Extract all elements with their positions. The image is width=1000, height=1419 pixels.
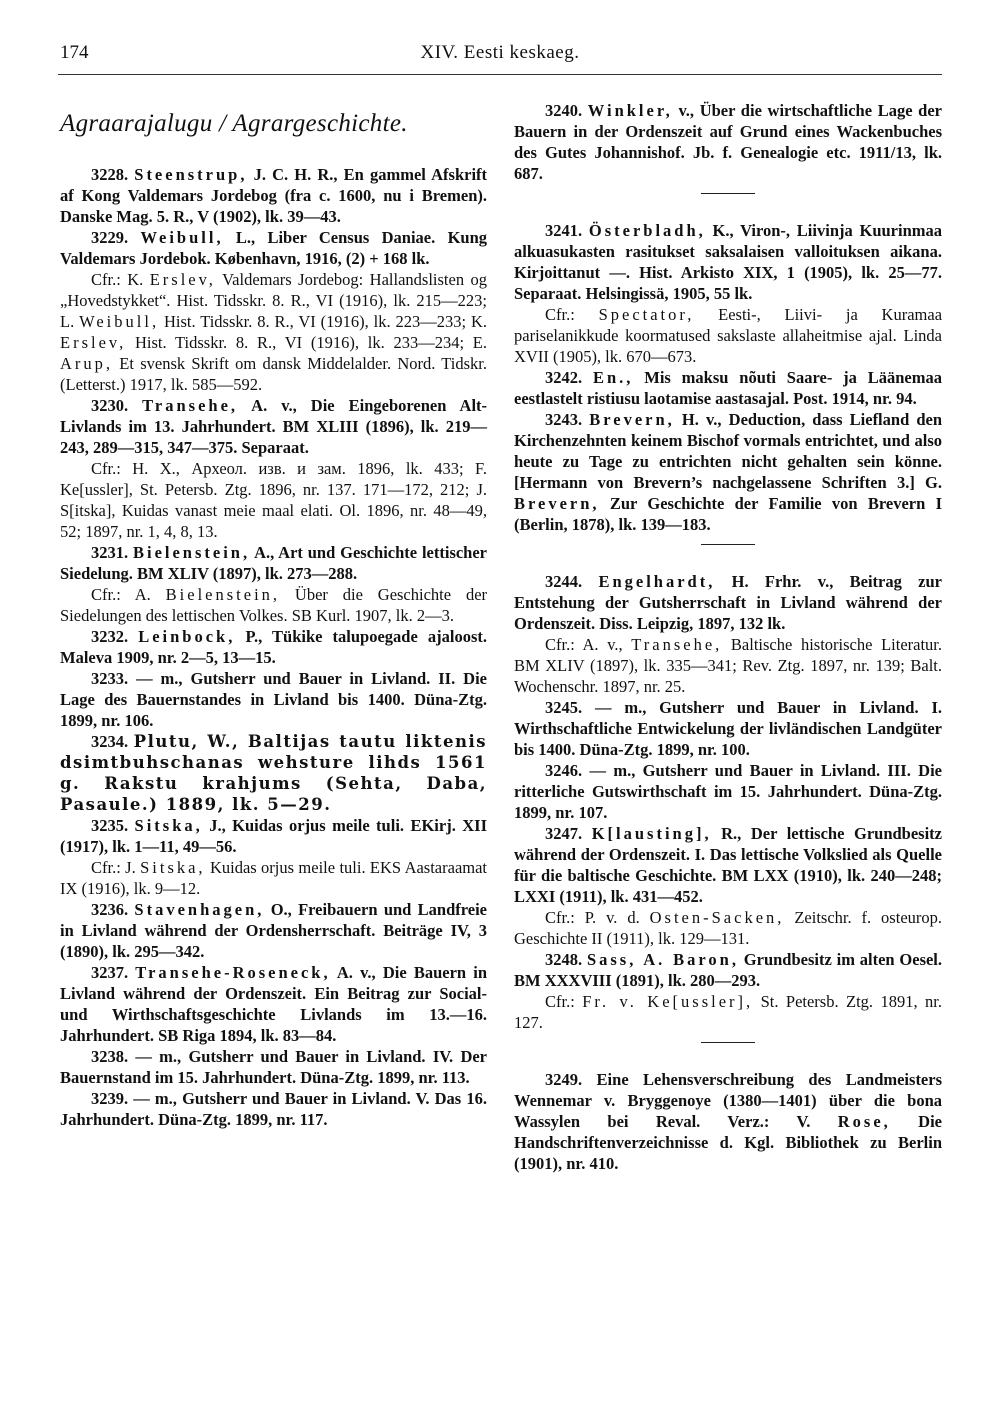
entry-3234 xyxy=(60,731,487,815)
entry-number: 3247. xyxy=(545,824,583,843)
entry-text: Grundbesitz im alten Oesel. BM XXXVIII (1891), lk. 280—293. xyxy=(514,950,943,990)
cfr-text: Cfr.: H. X., Археол. изв. и зам. 1896, lk. 433; F. Ke[ussler], St. Petersb. Ztg. 1896, nr. 137. 171—172, 212; J. S[itska], Kuidas vanast meie maal elati. Ol. 1896, nr. 48—49, 52; 1897, nr. 1, 4, 8, 13. xyxy=(60,459,487,541)
entry-author: Österbladh, xyxy=(588,221,706,240)
entry-number: 3241. xyxy=(545,221,583,240)
cfr-label: Cfr.: xyxy=(545,992,575,1011)
cfr-author: Arup, xyxy=(60,354,114,373)
entry-3246 xyxy=(514,760,942,823)
cfr-label: Cfr.: P. v. d. xyxy=(545,908,640,927)
entry-3228 xyxy=(60,164,487,227)
entry-author: Steenstrup, xyxy=(134,165,248,184)
entry-text: K., Viron-, Liivinja Kuurinmaa alkuasukasten rasitukset saksalaisen valloituksen aikana. Kirjoittanut —. Hist. Arkisto XIX, 1 (1905), lk. 25—77. Separaat. Helsingissä, 1905, 55 lk. xyxy=(514,221,943,303)
cfr-author: Spectator, xyxy=(598,305,695,324)
entry-author: Transehe, xyxy=(142,396,239,415)
entry-author: Weibull, xyxy=(140,228,224,247)
entry-text: Plutu, W., Baltijas tautu liktenis dsimtbuhschanas wehsture lihds 1561 g. Rakstu krahjums (Sehta, Daba, Pasaule.) 1889, lk. 5—29. xyxy=(60,732,488,814)
entry-3248 xyxy=(514,949,942,1033)
entry-3238 xyxy=(60,1046,487,1088)
entry-text: Zur Geschichte der Familie von Brevern I (Berlin, 1878), lk. 139—183. xyxy=(514,494,943,534)
cfr-label: Cfr.: A. xyxy=(91,585,151,604)
entry-number: 3245. xyxy=(545,698,583,717)
cfr-author: Fr. v. Ke[ussler], xyxy=(582,992,754,1011)
page-number: 174 xyxy=(60,42,89,63)
entry-3235 xyxy=(60,815,487,899)
verz-label: Verz.: V. xyxy=(727,1112,811,1131)
cfr-text: Hist. Tidsskr. 8. R., VI (1916), lk. 223—233; K. xyxy=(163,312,487,331)
cfr-text: Valdemars Jordebog: Hallandslisten og „Hovedstykket“. Hist. Tidsskr. 8. R., VI (1916), lk. 215—223; L. xyxy=(60,270,487,331)
entry-3247 xyxy=(514,823,942,949)
entry-number: 3240. xyxy=(545,101,583,120)
entry-text: R., Der lettische Grundbesitz während der Ordenszeit. I. Das lettische Volkslied als Quelle für die baltische Geschichte. BM LXX (1910), lk. 240—248; LXXI (1911), lk. 431—452. xyxy=(514,824,942,906)
separator-rule xyxy=(701,1042,755,1043)
cfr-author: Weibull, xyxy=(79,312,160,331)
entry-text: Eine Lehensverschreibung des Landmeisters Wennemar v. Bryggenoye (1380—1401) über die bona Wassylen bei Reval. xyxy=(514,1070,943,1131)
cfr-author: Sitska, xyxy=(140,858,206,877)
cfr-text: Et svensk Skrift om dansk Middelalder. Nord. Tidskr. (Letterst.) 1917, lk. 585—592. xyxy=(60,354,488,394)
entry-3230 xyxy=(60,395,487,542)
entry-number: 3239. xyxy=(91,1089,129,1108)
cfr-label: Cfr.: K. xyxy=(91,270,144,289)
cfr-label: Cfr.: xyxy=(545,305,575,324)
cfr-text: Über die Geschichte der Siedelungen des lettischen Volkes. SB Kurl. 1907, lk. 2—3. xyxy=(60,585,488,625)
cfr-author: Bielenstein, xyxy=(165,585,281,604)
cfr-text: Baltische historische Literatur. BM XLIV (1897), lk. 335—341; Rev. Ztg. 1897, nr. 139; Balt. Wochenschr. 1897, nr. 25. xyxy=(514,635,943,696)
entry-number: 3246. xyxy=(545,761,583,780)
entry-author: Brevern, xyxy=(589,410,675,429)
entry-3243 xyxy=(514,409,942,535)
entry-3240 xyxy=(514,100,942,184)
entry-number: 3229. xyxy=(91,228,129,247)
separator-rule xyxy=(701,544,755,545)
entry-author: En., xyxy=(592,368,634,387)
entry-number: 3236. xyxy=(91,900,129,919)
verz-author: Rose, xyxy=(837,1112,891,1131)
entry-author: Bielenstein, xyxy=(132,543,251,562)
entry-text: v., Über die wirtschaftliche Lage der Bauern in der Ordenszeit auf Grund eines Wackenbuches des Gutes Johannishof. Jb. f. Genealogie etc. 1911/13, lk. 687. xyxy=(514,101,943,183)
entry-number: 3243. xyxy=(545,410,583,429)
entry-text: A. v., Die Eingeborenen Alt-Livlands im 13. Jahrhundert. BM XLIII (1896), lk. 219—243, 289—315, 347—375. Separaat. xyxy=(60,396,488,457)
entry-number: 3232. xyxy=(91,627,129,646)
entry-text: — m., Gutsherr und Bauer in Livland. III. Die ritterliche Gutswirthschaft im 15. Jahrhundert. Düna-Ztg. 1899, nr. 107. xyxy=(514,761,942,822)
cfr-text: Zeitschr. f. osteurop. Geschichte II (1911), lk. 129—131. xyxy=(514,908,943,948)
entry-3232 xyxy=(60,626,487,668)
cfr-text: Hist. Tidsskr. 8. R., VI (1916), lk. 233—234; E. xyxy=(134,333,487,352)
entry-author: Sitska, xyxy=(134,816,203,835)
entry-author: Transehe-Roseneck, xyxy=(135,963,331,982)
entry-number: 3242. xyxy=(545,368,583,387)
entry-author: K[lausting], xyxy=(591,824,712,843)
entry-text: H. Frhr. v., Beitrag zur Entstehung der Gutsherrschaft in Livland während der Ordenszeit. Diss. Leipzig, 1897, 132 lk. xyxy=(514,572,942,633)
entry-text: — m., Gutsherr und Bauer in Livland. V. Das 16. Jahrhundert. Düna-Ztg. 1899, nr. 117. xyxy=(60,1089,487,1129)
entry-number: 3237. xyxy=(91,963,129,982)
cfr-label: Cfr.: J. xyxy=(91,858,136,877)
entry-number: 3230. xyxy=(91,396,129,415)
entry-text: O., Freibauern und Landfreie in Livland während der Ordensherrschaft. Beiträge IV, 3 (1890), lk. 295—342. xyxy=(60,900,487,961)
entry-author: Leinbock, xyxy=(138,627,236,646)
entry-text: — m., Gutsherr und Bauer in Livland. IV. Der Bauernstand im 15. Jahrhundert. Düna-Ztg. 1899, nr. 113. xyxy=(60,1047,488,1087)
cfr-text: Eesti-, Liivi- ja Kuramaa pariselanikkude koormatused sakslaste allaheitmise ajal. Linda XVII (1905), lk. 670—673. xyxy=(514,305,943,366)
entry-text: J., Kuidas orjus meile tuli. EKirj. XII (1917), lk. 1—11, 49—56. xyxy=(60,816,487,856)
verz-text: Die Handschriftenverzeichnisse d. Kgl. Bibliothek zu Berlin (1901), nr. 410. xyxy=(514,1112,942,1173)
entry-3229 xyxy=(60,227,487,395)
section-title: Agraarajalugu / Agrargeschichte. xyxy=(60,110,408,137)
entry-text: A. v., Die Bauern in Livland während der Ordenszeit. Ein Beitrag zur Social- und Wirthschaftsgeschichte Livlands im 13.—16. Jahrhundert. SB Riga 1894, lk. 83—84. xyxy=(60,963,488,1045)
header-rule xyxy=(58,74,942,75)
entry-text: — m., Gutsherr und Bauer in Livland. II. Die Lage des Bauernstandes in Livland bis 1400. Düna-Ztg. 1899, nr. 106. xyxy=(60,669,487,730)
entry-3249 xyxy=(514,1069,942,1174)
entry-number: 3238. xyxy=(91,1047,129,1066)
cfr-text: St. Petersb. Ztg. 1891, nr. 127. xyxy=(514,992,943,1032)
cfr-label: Cfr.: A. v., xyxy=(545,635,623,654)
entry-3241 xyxy=(514,220,942,367)
entry-text: J. C. H. R., En gammel Afskrift af Kong Valdemars Jordebog (fra c. 1600, nu i Bremen). Danske Mag. 5. R., V (1902), lk. 39—43. xyxy=(60,165,488,226)
cfr-author: Erslev, xyxy=(60,333,127,352)
entry-number: 3249. xyxy=(545,1070,583,1089)
entry-number: 3231. xyxy=(91,543,129,562)
entry-number: 3248. xyxy=(545,950,583,969)
entry-author: Engelhardt, xyxy=(598,572,716,591)
entry-text: A., Art und Geschichte lettischer Siedelung. BM XLIV (1897), lk. 273—288. xyxy=(60,543,488,583)
entry-author: Winkler, xyxy=(587,101,673,120)
cfr-author: Osten-Sacken, xyxy=(649,908,785,927)
separator-rule xyxy=(701,193,755,194)
entry-author: Brevern, xyxy=(514,494,600,513)
entry-text: H. v., Deduction, dass Liefland den Kirchenzehnten keinem Bischof vormals entrichtet, und also heute zu Tage zu entrichten nicht gehalten sein könne. [Hermann von Brevern’s nachgelassene Schriften 3.] G. xyxy=(514,410,943,492)
entry-number: 3235. xyxy=(91,816,129,835)
entry-3245 xyxy=(514,697,942,760)
entry-text: Mis maksu nõuti Saare- ja Läänemaa eestlastelt ristiusu laotamise aastasajal. Post. 1914, nr. 94. xyxy=(514,368,943,408)
entry-3242 xyxy=(514,367,942,409)
entry-number: 3228. xyxy=(91,165,129,184)
entry-author: Sass, A. Baron, xyxy=(586,950,739,969)
running-head: XIV. Eesti keskaeg. xyxy=(420,42,580,63)
entry-3244 xyxy=(514,571,942,697)
entry-number: 3244. xyxy=(545,572,583,591)
entry-number: 3233. xyxy=(91,669,129,688)
entry-3236 xyxy=(60,899,487,962)
entry-3237 xyxy=(60,962,487,1046)
entry-text: L., Liber Census Daniae. Kung Valdemars Jordebok. København, 1916, (2) + 168 lk. xyxy=(60,228,488,268)
entry-3239 xyxy=(60,1088,487,1130)
entry-3231 xyxy=(60,542,487,626)
entry-author: Stavenhagen, xyxy=(134,900,265,919)
cfr-author: Transehe, xyxy=(631,635,723,654)
cfr-author: Erslev, xyxy=(149,270,216,289)
left-column xyxy=(60,100,487,1130)
right-column xyxy=(514,100,942,1174)
cfr-text: Kuidas orjus meile tuli. EKS Aastaraamat IX (1916), lk. 9—12. xyxy=(60,858,488,898)
entry-text: — m., Gutsherr und Bauer in Livland. I. Wirthschaftliche Entwickelung der livländischen Landgüter bis 1400. Düna-Ztg. 1899, nr. 100. xyxy=(514,698,942,759)
entry-number: 3234. xyxy=(91,732,129,751)
entry-text: P., Tükike talupoegade ajaloost. Maleva 1909, nr. 2—5, 13—15. xyxy=(60,627,487,667)
entry-3233 xyxy=(60,668,487,731)
